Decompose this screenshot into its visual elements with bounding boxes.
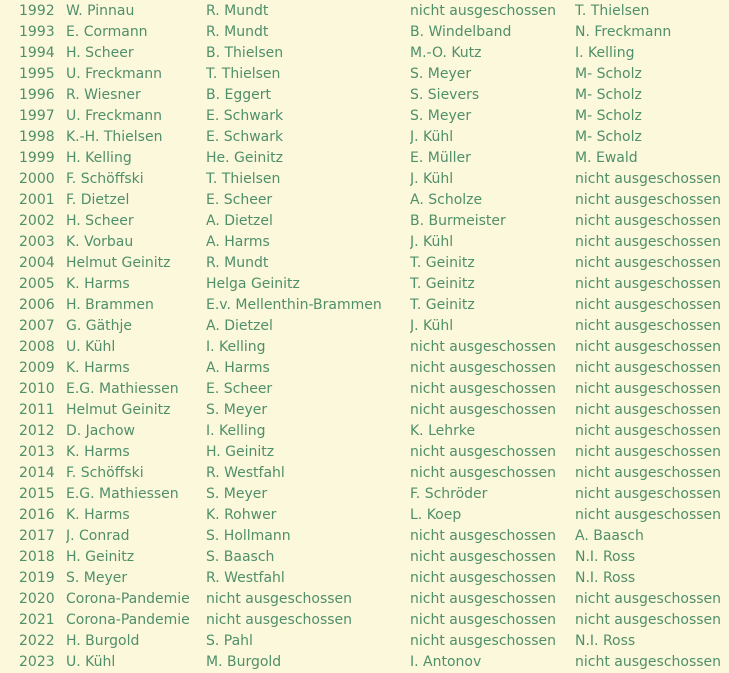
column-4-cell: nicht ausgeschossen	[575, 591, 722, 607]
column-4-cell: nicht ausgeschossen	[575, 381, 722, 397]
year-cell: 2002	[19, 213, 55, 229]
table-row	[0, 295, 729, 316]
table-row	[0, 316, 729, 337]
column-2-cell: S. Meyer	[206, 486, 268, 502]
column-2-cell: A. Harms	[206, 234, 270, 250]
table-row	[0, 421, 729, 442]
column-1-cell: H. Scheer	[66, 45, 134, 61]
table-row	[0, 442, 729, 463]
column-2-cell: R. Mundt	[206, 255, 269, 271]
column-4-cell: M- Scholz	[575, 129, 642, 145]
column-4-cell: nicht ausgeschossen	[575, 465, 722, 481]
table-row	[0, 379, 729, 400]
year-cell: 2021	[19, 612, 55, 628]
column-4-cell: nicht ausgeschossen	[575, 234, 722, 250]
column-2-cell: Helga Geinitz	[206, 276, 300, 292]
column-3-cell: nicht ausgeschossen	[410, 3, 557, 19]
column-2-cell: I. Kelling	[206, 339, 266, 355]
column-1-cell: S. Meyer	[66, 570, 128, 586]
year-cell: 2001	[19, 192, 55, 208]
column-3-cell: nicht ausgeschossen	[410, 402, 557, 418]
column-4-cell: nicht ausgeschossen	[575, 423, 722, 439]
column-4-cell: N.I. Ross	[575, 633, 636, 649]
column-4-cell: M- Scholz	[575, 108, 642, 124]
column-2-cell: M. Burgold	[206, 654, 282, 670]
column-4-cell: M. Ewald	[575, 150, 638, 166]
column-2-cell: R. Westfahl	[206, 570, 285, 586]
table-row	[0, 400, 729, 421]
year-cell: 1999	[19, 150, 55, 166]
column-3-cell: A. Scholze	[410, 192, 483, 208]
column-3-cell: T. Geinitz	[410, 255, 475, 271]
year-cell: 2015	[19, 486, 55, 502]
table-row	[0, 589, 729, 610]
column-2-cell: S. Pahl	[206, 633, 253, 649]
table-row	[0, 358, 729, 379]
column-1-cell: H. Scheer	[66, 213, 134, 229]
column-1-cell: Corona-Pandemie	[66, 591, 190, 607]
table-row	[0, 463, 729, 484]
column-2-cell: A. Dietzel	[206, 213, 273, 229]
column-1-cell: U. Freckmann	[66, 108, 163, 124]
column-4-cell: nicht ausgeschossen	[575, 318, 722, 334]
column-4-cell: nicht ausgeschossen	[575, 612, 722, 628]
column-3-cell: nicht ausgeschossen	[410, 465, 557, 481]
column-1-cell: F. Dietzel	[66, 192, 130, 208]
column-1-cell: U. Kühl	[66, 654, 116, 670]
column-1-cell: U. Kühl	[66, 339, 116, 355]
column-1-cell: Helmut Geinitz	[66, 402, 171, 418]
column-1-cell: K. Vorbau	[66, 234, 134, 250]
column-3-cell: B. Windelband	[410, 24, 512, 40]
column-3-cell: S. Meyer	[410, 108, 472, 124]
column-1-cell: J. Conrad	[66, 528, 130, 544]
column-3-cell: F. Schröder	[410, 486, 488, 502]
column-1-cell: K. Harms	[66, 276, 130, 292]
column-3-cell: nicht ausgeschossen	[410, 612, 557, 628]
column-1-cell: K. Harms	[66, 444, 130, 460]
column-3-cell: nicht ausgeschossen	[410, 360, 557, 376]
column-3-cell: nicht ausgeschossen	[410, 444, 557, 460]
column-2-cell: B. Thielsen	[206, 45, 284, 61]
year-cell: 2014	[19, 465, 55, 481]
table-row	[0, 484, 729, 505]
column-2-cell: I. Kelling	[206, 423, 266, 439]
column-3-cell: J. Kühl	[410, 129, 454, 145]
table-row	[0, 106, 729, 127]
year-cell: 2012	[19, 423, 55, 439]
column-3-cell: T. Geinitz	[410, 297, 475, 313]
column-3-cell: L. Koep	[410, 507, 462, 523]
column-3-cell: nicht ausgeschossen	[410, 528, 557, 544]
results-table-body	[0, 1, 729, 673]
column-1-cell: Corona-Pandemie	[66, 612, 190, 628]
table-row	[0, 85, 729, 106]
column-3-cell: J. Kühl	[410, 234, 454, 250]
column-1-cell: K. Harms	[66, 507, 130, 523]
column-2-cell: R. Mundt	[206, 24, 269, 40]
year-cell: 2016	[19, 507, 55, 523]
table-row	[0, 43, 729, 64]
column-3-cell: nicht ausgeschossen	[410, 381, 557, 397]
results-table	[0, 1, 729, 673]
column-1-cell: K.-H. Thielsen	[66, 129, 163, 145]
column-2-cell: A. Dietzel	[206, 318, 273, 334]
column-1-cell: D. Jachow	[66, 423, 135, 439]
column-2-cell: S. Meyer	[206, 402, 268, 418]
column-2-cell: S. Baasch	[206, 549, 275, 565]
column-2-cell: E. Schwark	[206, 108, 284, 124]
column-4-cell: T. Thielsen	[575, 3, 650, 19]
column-1-cell: F. Schöffski	[66, 171, 144, 187]
column-1-cell: U. Freckmann	[66, 66, 163, 82]
column-3-cell: nicht ausgeschossen	[410, 549, 557, 565]
table-row	[0, 652, 729, 673]
column-4-cell: N.I. Ross	[575, 570, 636, 586]
column-2-cell: A. Harms	[206, 360, 270, 376]
year-cell: 1992	[19, 3, 55, 19]
table-row	[0, 547, 729, 568]
table-row	[0, 148, 729, 169]
column-1-cell: E. Cormann	[66, 24, 148, 40]
column-1-cell: E.G. Mathiessen	[66, 381, 179, 397]
column-2-cell: E.v. Mellenthin-Brammen	[206, 297, 382, 313]
column-2-cell: K. Rohwer	[206, 507, 277, 523]
column-4-cell: N.I. Ross	[575, 549, 636, 565]
column-3-cell: nicht ausgeschossen	[410, 591, 557, 607]
column-1-cell: R. Wiesner	[66, 87, 141, 103]
column-2-cell: E. Schwark	[206, 129, 284, 145]
year-cell: 2022	[19, 633, 55, 649]
column-2-cell: H. Geinitz	[206, 444, 275, 460]
column-3-cell: I. Antonov	[410, 654, 482, 670]
column-3-cell: nicht ausgeschossen	[410, 633, 557, 649]
table-row	[0, 253, 729, 274]
year-cell: 2018	[19, 549, 55, 565]
column-1-cell: Helmut Geinitz	[66, 255, 171, 271]
table-row	[0, 631, 729, 652]
column-3-cell: nicht ausgeschossen	[410, 339, 557, 355]
table-row	[0, 526, 729, 547]
column-4-cell: nicht ausgeschossen	[575, 360, 722, 376]
year-cell: 1994	[19, 45, 55, 61]
column-2-cell: S. Hollmann	[206, 528, 291, 544]
column-2-cell: He. Geinitz	[206, 150, 283, 166]
column-4-cell: nicht ausgeschossen	[575, 213, 722, 229]
column-3-cell: K. Lehrke	[410, 423, 476, 439]
year-cell: 1995	[19, 66, 55, 82]
column-3-cell: E. Müller	[410, 150, 471, 166]
column-1-cell: H. Brammen	[66, 297, 154, 313]
column-4-cell: A. Baasch	[575, 528, 644, 544]
year-cell: 2006	[19, 297, 55, 313]
year-cell: 2004	[19, 255, 55, 271]
column-2-cell: T. Thielsen	[206, 66, 281, 82]
table-row	[0, 568, 729, 589]
column-1-cell: G. Gäthje	[66, 318, 133, 334]
column-2-cell: nicht ausgeschossen	[206, 591, 353, 607]
table-row	[0, 190, 729, 211]
year-cell: 1993	[19, 24, 55, 40]
column-3-cell: S. Sievers	[410, 87, 480, 103]
year-cell: 2007	[19, 318, 55, 334]
column-1-cell: F. Schöffski	[66, 465, 144, 481]
column-2-cell: R. Mundt	[206, 3, 269, 19]
year-cell: 2023	[19, 654, 55, 670]
column-3-cell: T. Geinitz	[410, 276, 475, 292]
column-2-cell: R. Westfahl	[206, 465, 285, 481]
column-2-cell: nicht ausgeschossen	[206, 612, 353, 628]
year-cell: 2005	[19, 276, 55, 292]
column-1-cell: W. Pinnau	[66, 3, 135, 19]
column-4-cell: M- Scholz	[575, 66, 642, 82]
year-cell: 2011	[19, 402, 55, 418]
column-4-cell: nicht ausgeschossen	[575, 297, 722, 313]
column-4-cell: nicht ausgeschossen	[575, 444, 722, 460]
year-cell: 1997	[19, 108, 55, 124]
column-4-cell: nicht ausgeschossen	[575, 486, 722, 502]
year-cell: 2013	[19, 444, 55, 460]
column-1-cell: H. Kelling	[66, 150, 132, 166]
year-cell: 2019	[19, 570, 55, 586]
year-cell: 2010	[19, 381, 55, 397]
column-1-cell: E.G. Mathiessen	[66, 486, 179, 502]
table-row	[0, 337, 729, 358]
column-4-cell: nicht ausgeschossen	[575, 507, 722, 523]
table-row	[0, 274, 729, 295]
table-row	[0, 169, 729, 190]
column-4-cell: nicht ausgeschossen	[575, 276, 722, 292]
column-4-cell: nicht ausgeschossen	[575, 402, 722, 418]
column-4-cell: M- Scholz	[575, 87, 642, 103]
table-row	[0, 64, 729, 85]
column-2-cell: E. Scheer	[206, 381, 273, 397]
column-3-cell: B. Burmeister	[410, 213, 506, 229]
table-row	[0, 127, 729, 148]
column-1-cell: K. Harms	[66, 360, 130, 376]
year-cell: 2008	[19, 339, 55, 355]
column-4-cell: N. Freckmann	[575, 24, 672, 40]
column-4-cell: nicht ausgeschossen	[575, 255, 722, 271]
year-cell: 2020	[19, 591, 55, 607]
column-2-cell: T. Thielsen	[206, 171, 281, 187]
column-1-cell: H. Geinitz	[66, 549, 135, 565]
column-2-cell: B. Eggert	[206, 87, 271, 103]
year-cell: 2009	[19, 360, 55, 376]
table-row	[0, 22, 729, 43]
year-cell: 2000	[19, 171, 55, 187]
column-4-cell: nicht ausgeschossen	[575, 339, 722, 355]
year-cell: 2003	[19, 234, 55, 250]
table-row	[0, 211, 729, 232]
table-row	[0, 505, 729, 526]
column-1-cell: H. Burgold	[66, 633, 140, 649]
column-3-cell: S. Meyer	[410, 66, 472, 82]
column-3-cell: J. Kühl	[410, 318, 454, 334]
column-4-cell: I. Kelling	[575, 45, 635, 61]
year-cell: 1998	[19, 129, 55, 145]
table-row	[0, 610, 729, 631]
column-4-cell: nicht ausgeschossen	[575, 171, 722, 187]
column-3-cell: J. Kühl	[410, 171, 454, 187]
column-3-cell: nicht ausgeschossen	[410, 570, 557, 586]
table-row	[0, 1, 729, 22]
year-cell: 2017	[19, 528, 55, 544]
year-cell: 1996	[19, 87, 55, 103]
column-3-cell: M.-O. Kutz	[410, 45, 482, 61]
column-2-cell: E. Scheer	[206, 192, 273, 208]
column-4-cell: nicht ausgeschossen	[575, 654, 722, 670]
table-row	[0, 232, 729, 253]
column-4-cell: nicht ausgeschossen	[575, 192, 722, 208]
